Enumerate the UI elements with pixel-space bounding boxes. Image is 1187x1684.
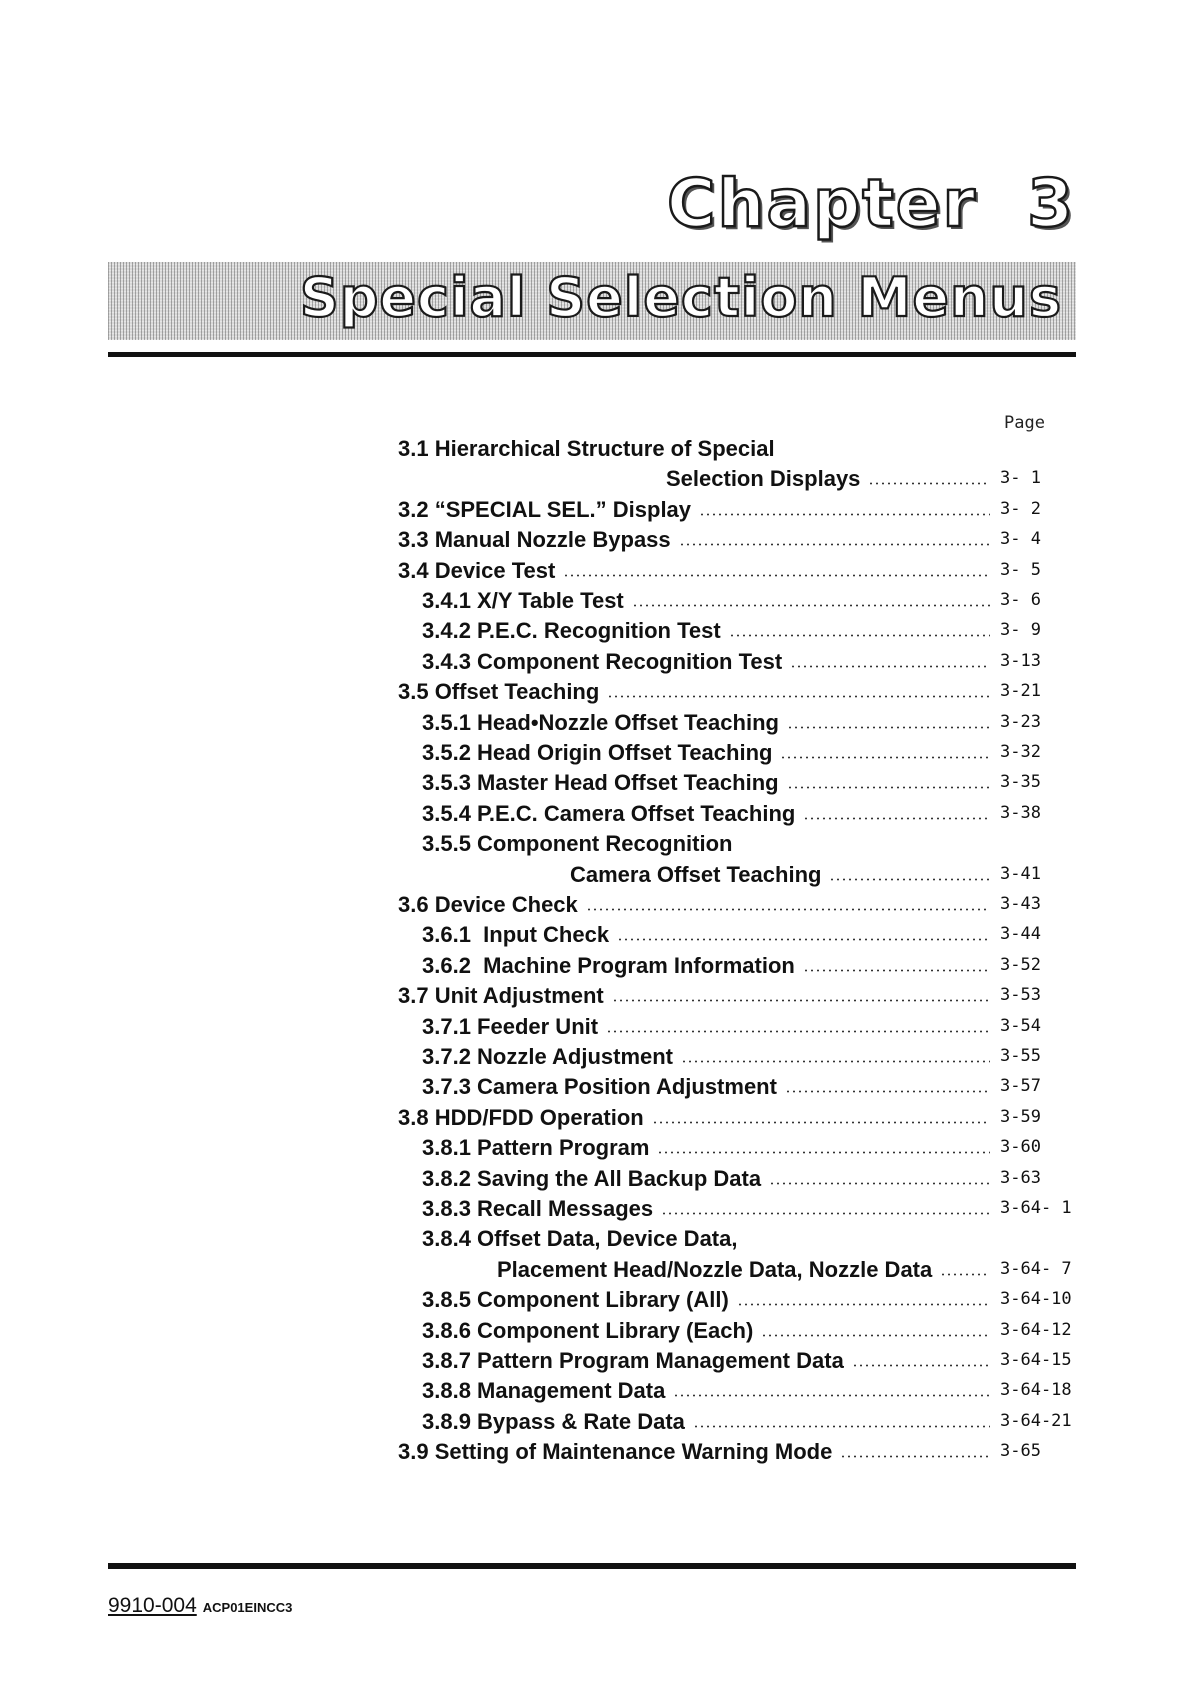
toc-leader-dots (761, 1334, 990, 1337)
toc-leader-dots (657, 1151, 990, 1154)
toc-entry (0, 862, 1187, 892)
toc-leader-dots (606, 1030, 990, 1033)
toc-entry-page: 3- 1 (1000, 468, 1041, 489)
toc-entry-title: 3.2 “SPECIAL SEL.” Display (398, 496, 692, 522)
toc-leader-dots (803, 969, 990, 972)
toc-entry-page: 3-55 (1000, 1046, 1041, 1066)
toc-entry (0, 1166, 1187, 1196)
toc-leader-dots (679, 543, 990, 546)
bottom-rule (108, 1563, 1076, 1569)
toc-entry (0, 1257, 1187, 1287)
toc-entry (0, 1439, 1187, 1469)
toc-entry-page: 3- 6 (1000, 590, 1041, 610)
toc-leader-dots (868, 482, 990, 485)
toc-entry (0, 740, 1187, 770)
toc-entry (0, 1044, 1187, 1074)
toc-entry (0, 679, 1187, 709)
toc-entry-page: 3-41 (1000, 863, 1041, 884)
toc-entry-page: 3-64-18 (1000, 1380, 1072, 1401)
toc-entry-title: 3.8.3 Recall Messages (422, 1196, 654, 1221)
toc-entry-title: 3.7.2 Nozzle Adjustment (422, 1044, 674, 1069)
toc-entry (0, 527, 1187, 557)
toc-entry (0, 1074, 1187, 1104)
toc-leader-dots (852, 1364, 990, 1367)
toc-entry (0, 1135, 1187, 1165)
chapter-number: 3 (1027, 165, 1075, 242)
toc-leader-dots (693, 1425, 990, 1428)
toc-entry-page: 3-63 (1000, 1167, 1041, 1188)
toc-entry-page: 3-21 (1000, 681, 1041, 702)
toc-entry-title: 3.7.1 Feeder Unit (422, 1013, 599, 1039)
toc-leader-dots (829, 878, 990, 881)
toc-entry-page: 3-44 (1000, 924, 1041, 945)
toc-entry-page: 3-65 (1000, 1441, 1041, 1462)
toc-leader-dots (729, 634, 990, 637)
toc-entry-title: 3.5.4 P.E.C. Camera Offset Teaching (422, 800, 796, 826)
toc-entry (0, 588, 1187, 618)
toc-entry-title: 3.4.3 Component Recognition Test (422, 648, 783, 674)
toc-entry-title: Selection Displays (666, 466, 861, 492)
toc-entry-title: 3.5.2 Head Origin Offset Teaching (422, 740, 773, 765)
toc-entry (0, 1318, 1187, 1348)
toc-entry-title: 3.6.1 Input Check (422, 922, 610, 948)
toc-leader-dots (780, 756, 990, 759)
toc-entry-page: 3-13 (1000, 650, 1041, 671)
toc-entry-page: 3-64-21 (1000, 1410, 1072, 1431)
toc-leader-dots (840, 1455, 990, 1458)
toc-leader-dots (586, 908, 990, 911)
toc-leader-dots (673, 1394, 990, 1397)
toc-entry (0, 1378, 1187, 1408)
toc-entry-title: 3.4.1 X/Y Table Test (422, 588, 624, 613)
toc-entry-page: 3-23 (1000, 711, 1041, 732)
toc-entry (0, 801, 1187, 831)
toc-leader-dots (699, 513, 990, 516)
toc-entry (0, 1105, 1187, 1135)
toc-entry-page: 3-32 (1000, 742, 1041, 762)
toc-entry-title: 3.8.6 Component Library (Each) (422, 1317, 754, 1343)
toc-entry-title: 3.5.5 Component Recognition (422, 831, 733, 857)
toc-entry (0, 436, 1187, 466)
toc-entry (0, 649, 1187, 679)
top-rule (108, 352, 1076, 357)
toc-leader-dots (681, 1060, 990, 1063)
toc-entry (0, 1409, 1187, 1439)
toc-entry-title: 3.8.4 Offset Data, Device Data, (422, 1226, 738, 1252)
toc-entry-title: 3.8 HDD/FDD Operation (398, 1104, 644, 1130)
toc-entry (0, 892, 1187, 922)
chapter-title-band (108, 262, 1076, 340)
toc-entry (0, 922, 1187, 952)
toc-leader-dots (652, 1121, 990, 1124)
toc-entry-title: 3.8.2 Saving the All Backup Data (422, 1165, 762, 1191)
footer-doc-number: 9910-004 (108, 1594, 197, 1617)
toc-entry (0, 831, 1187, 861)
toc-entry-title: 3.8.9 Bypass & Rate Data (422, 1408, 685, 1434)
toc-entry-page: 3- 9 (1000, 620, 1041, 641)
toc-entry-page: 3-64- 7 (1000, 1258, 1072, 1279)
toc-entry-page: 3-52 (1000, 954, 1041, 975)
chapter-label: Chapter (667, 165, 978, 242)
toc-entry (0, 497, 1187, 527)
toc-leader-dots (803, 817, 990, 820)
toc-entry (0, 770, 1187, 800)
footer (108, 1594, 292, 1618)
toc-entry-title: 3.6.2 Machine Program Information (422, 952, 795, 978)
toc-entry-title: 3.5.1 Head•Nozzle Offset Teaching (422, 709, 779, 735)
toc-entry (0, 1287, 1187, 1317)
chapter-heading (667, 165, 1075, 242)
chapter-title: Special Selection Menus (299, 266, 1062, 329)
toc-entry (0, 953, 1187, 983)
toc-entry-title: Placement Head/Nozzle Data, Nozzle Data (497, 1256, 933, 1282)
toc-entry (0, 983, 1187, 1013)
toc-leader-dots (785, 1090, 990, 1093)
toc-entry-title: 3.5 Offset Teaching (398, 679, 600, 705)
toc-entry (0, 1196, 1187, 1226)
toc-entry-title: 3.8.5 Component Library (All) (422, 1287, 729, 1313)
toc-entry-page: 3-38 (1000, 802, 1041, 823)
toc-leader-dots (612, 999, 990, 1002)
toc-page-header: Page (1004, 413, 1045, 433)
toc-entry-page: 3-60 (1000, 1137, 1041, 1158)
toc-entry-page: 3-64- 1 (1000, 1198, 1072, 1218)
toc-entry (0, 710, 1187, 740)
toc-entry-page: 3-64-10 (1000, 1289, 1072, 1310)
toc-entry-page: 3-54 (1000, 1015, 1041, 1036)
toc-entry-page: 3-64-12 (1000, 1319, 1072, 1340)
toc-entry-page: 3-57 (1000, 1076, 1041, 1097)
toc-entry (0, 618, 1187, 648)
toc-entry (0, 1348, 1187, 1378)
toc-entry-title: 3.9 Setting of Maintenance Warning Mode (398, 1439, 833, 1465)
toc-entry-page: 3-59 (1000, 1106, 1041, 1127)
toc-entry-page: 3-35 (1000, 772, 1041, 793)
toc-leader-dots (769, 1182, 990, 1185)
toc-leader-dots (787, 786, 990, 789)
toc-leader-dots (661, 1212, 990, 1215)
toc-entry-title: 3.6 Device Check (398, 892, 578, 917)
toc-entry-title: 3.8.8 Management Data (422, 1378, 666, 1404)
toc-entry-page: 3- 5 (1000, 559, 1041, 580)
toc-entry-title: 3.7 Unit Adjustment (398, 983, 604, 1009)
toc-entry-title: Camera Offset Teaching (570, 861, 822, 887)
toc-entry-page: 3- 2 (1000, 498, 1041, 519)
toc-entry (0, 466, 1187, 496)
toc-leader-dots (632, 604, 990, 607)
toc-leader-dots (617, 938, 990, 941)
toc-entry-title: 3.8.7 Pattern Program Management Data (422, 1348, 844, 1373)
toc-entry-page: 3-53 (1000, 985, 1041, 1006)
toc-entry (0, 1014, 1187, 1044)
toc-leader-dots (737, 1303, 990, 1306)
toc-entry-page: 3-64-15 (1000, 1350, 1072, 1370)
toc-entry-title: 3.5.3 Master Head Offset Teaching (422, 770, 779, 796)
toc-leader-dots (607, 695, 990, 698)
toc-entry-page: 3-43 (1000, 894, 1041, 914)
toc-leader-dots (790, 665, 990, 668)
toc-entry-title: 3.8.1 Pattern Program (422, 1135, 650, 1161)
toc-entry-title: 3.4.2 P.E.C. Recognition Test (422, 618, 721, 644)
toc-entry-page: 3- 4 (1000, 529, 1041, 550)
footer-doc-code: ACP01EINCC3 (202, 1600, 293, 1615)
toc-entry (0, 1226, 1187, 1256)
toc-leader-dots (563, 574, 990, 577)
toc-entry-title: 3.3 Manual Nozzle Bypass (398, 527, 671, 553)
toc-entry (0, 558, 1187, 588)
toc-entry-title: 3.7.3 Camera Position Adjustment (422, 1074, 777, 1100)
toc-leader-dots (787, 726, 990, 729)
toc-leader-dots (940, 1273, 990, 1276)
toc-entry-title: 3.1 Hierarchical Structure of Special (398, 436, 775, 461)
toc-entry-title: 3.4 Device Test (398, 557, 556, 583)
